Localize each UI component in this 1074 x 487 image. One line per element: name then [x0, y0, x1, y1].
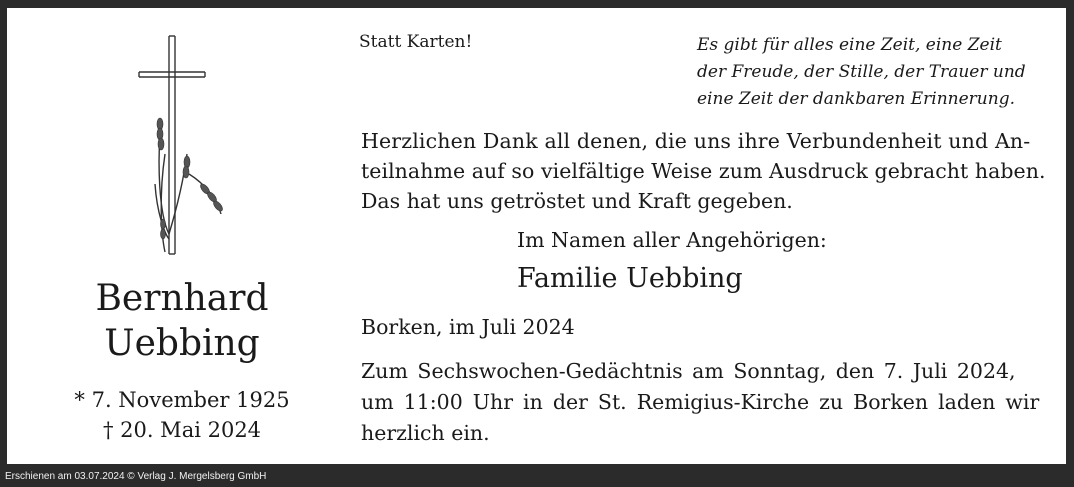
- deceased-last-name: Uebbing: [104, 323, 260, 364]
- on-behalf-label: Im Namen aller Angehörigen:: [517, 228, 827, 252]
- memorial-line: um 11:00 Uhr in der St. Remigius-Kirche zu Borken laden wir: [361, 390, 1040, 414]
- statt-karten-label: Statt Karten!: [359, 32, 473, 52]
- memorial-line: Zum Sechswochen-Gedächtnis am Sonntag, den 7. Juli 2024,: [361, 359, 1016, 383]
- cross-with-wheat-icon: [135, 34, 231, 266]
- obituary-card: [7, 8, 1066, 464]
- birth-date: * 7. November 1925: [74, 388, 290, 412]
- thanks-line: Das hat uns getröstet und Kraft gegeben.: [361, 189, 793, 213]
- thanks-line: Herzlichen Dank all denen, die uns ihre Verbundenheit und An-: [361, 129, 1031, 153]
- motto-quote: [697, 32, 1026, 113]
- publication-footer: Erschienen am 03.07.2024 © Verlag J. Mergelsberg GmbH: [5, 471, 267, 482]
- family-signature: Familie Uebbing: [517, 263, 743, 294]
- motto-line: der Freude, der Stille, der Trauer und: [697, 62, 1026, 82]
- memorial-line: herzlich ein.: [361, 421, 490, 445]
- deceased-first-name: Bernhard: [95, 278, 269, 319]
- place-date: Borken, im Juli 2024: [361, 315, 575, 339]
- motto-line: Es gibt für alles eine Zeit, eine Zeit: [697, 35, 1002, 55]
- death-date: † 20. Mai 2024: [102, 418, 262, 442]
- thanks-line: teilnahme auf so vielfältige Weise zum Ausdruck gebracht haben.: [361, 159, 1046, 183]
- motto-line: eine Zeit der dankbaren Erinnerung.: [697, 89, 1015, 109]
